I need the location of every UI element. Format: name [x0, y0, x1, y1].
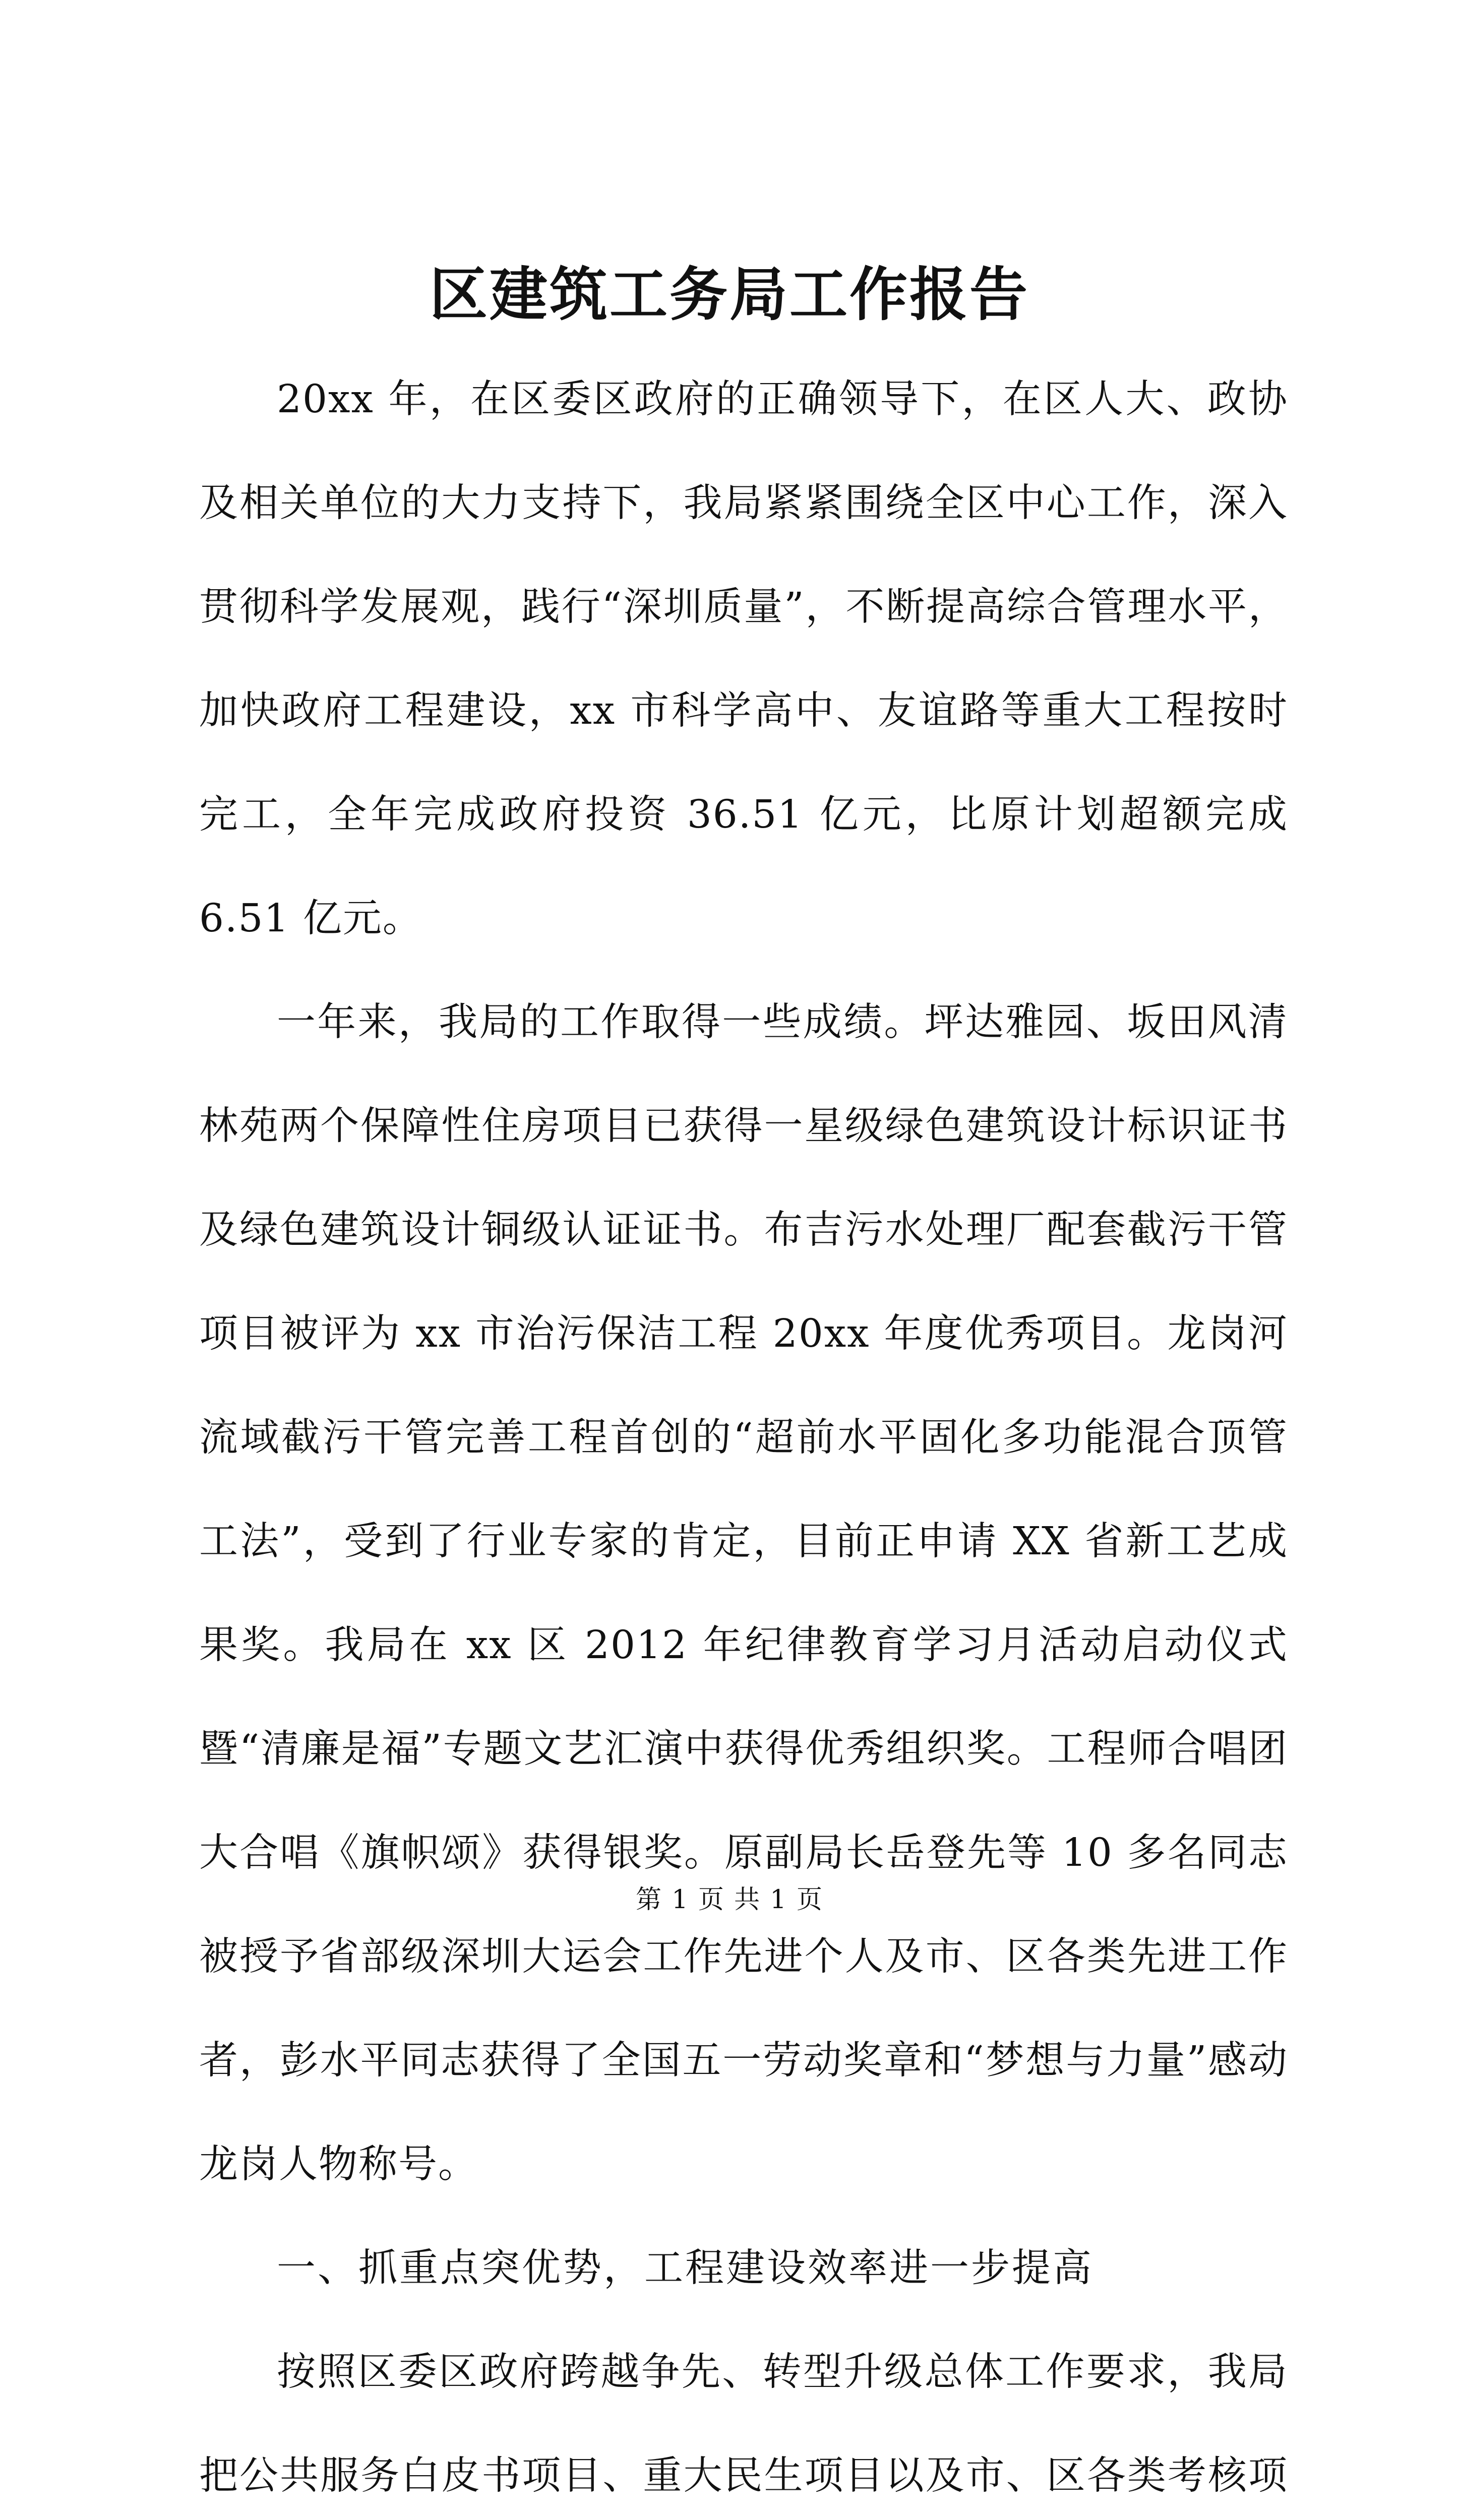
document-body — [199, 348, 1288, 2520]
paragraph-achievements: 一年来，我局的工作取得一些成绩。坪达雅园、坂田风清林苑两个保障性住房项目已获得一星级绿色建筑设计标识证书及绿色建筑设计铜级认证证书。布吉污水处理厂配套截污干管项目被评为 xx 市治污保洁工程 20xx 年度优秀项目。龙岗河流域截污干管完善工程首创的“超前水平固化多功能混合顶管工法”，受到了行业专家的肯定，目前正申请 XX 省新工艺成果奖。我局在 xx 区 2012 年纪律教育学习月活动启动仪式暨“清廉是福”专题文艺汇演中获得优秀组织奖。工程师合唱团大合唱《旗帜颂》获得银奖。原副局长岳登先等 10 多名同志被授予省部级深圳大运会工作先进个人及市、区各类先进工作者，彭水平同志获得了全国五一劳动奖章和“梦想与力量”感动龙岗人物称号。 — [199, 1000, 1288, 2187]
paragraph-intro: 20xx 年，在区委区政府的正确领导下，在区人大、政协及相关单位的大力支持下，我局紧紧围绕全区中心工作，深入贯彻科学发展观，践行“深圳质量”，不断提高综合管理水平，加快政府工程建设，xx 市科学高中、友谊路等重大工程按时完工，全年完成政府投资 36.51 亿元，比原计划超额完成 6.51 亿元。 — [199, 377, 1288, 941]
document-title: 区建筑工务局工作报告 — [429, 261, 1029, 329]
section-heading-1: 一、抓重点突优势，工程建设效率进一步提高 — [277, 2246, 1093, 2291]
page-footer: 第 1 页 共 1 页 — [636, 1885, 823, 1915]
paragraph-section-1: 按照区委区政府跨越争先、转型升级总体工作要求，我局把公共服务白皮书项目、重大民生项目以及市、区各类考核项 — [199, 2350, 1288, 2498]
